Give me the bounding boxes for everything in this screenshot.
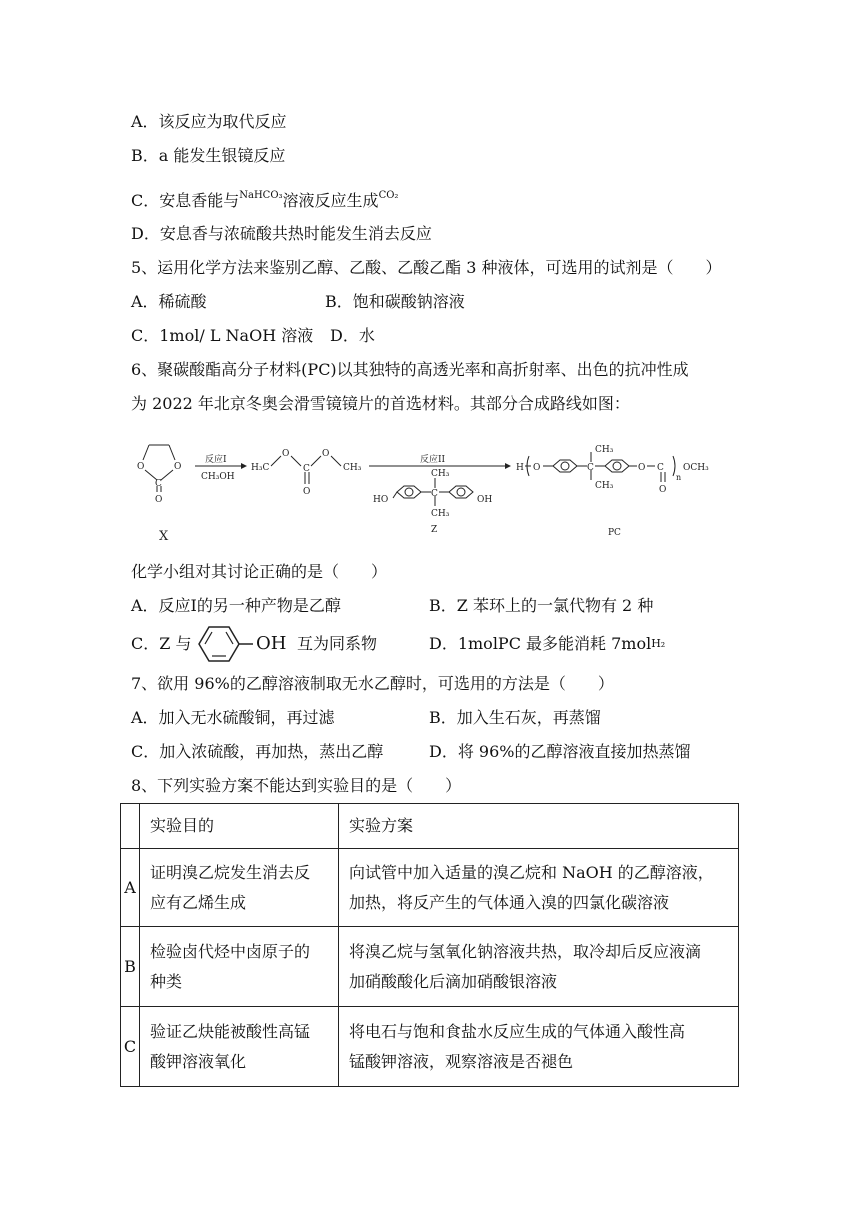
row-purpose <box>140 1007 339 1087</box>
option-5a: A．稀硫酸 <box>131 292 207 311</box>
row-label: B <box>121 927 140 1007</box>
table-row <box>121 849 739 927</box>
h2-formula: H₂ <box>651 637 666 650</box>
option-6b: B．Z 苯环上的一氯代物有 2 种 <box>429 596 654 615</box>
row-plan-line1: 向试管中加入适量的溴乙烷和 NaOH 的乙醇溶液， <box>349 862 714 882</box>
label-x: X <box>159 529 169 544</box>
synthesis-scheme <box>125 440 735 545</box>
question-6-line1: 6、聚碳酸酯高分子材料(PC)以其独特的高透光率和高折射率、出色的抗冲性成 <box>131 360 689 379</box>
compound-pc <box>525 452 675 482</box>
question-8: 8、下列实验方案不能达到实验目的是（ ） <box>131 776 462 795</box>
dmc-ch3: CH₃ <box>343 463 362 473</box>
z-ch3-top: CH₃ <box>431 469 450 479</box>
pc-c-carbonyl: C <box>657 463 664 473</box>
option-6a: A．反应Ⅰ的另一种产物是乙醇 <box>131 596 341 615</box>
option-6c <box>131 634 191 654</box>
question-7: 7、欲用 96%的乙醇溶液制取无水乙醇时，可选用的方法是（ ） <box>131 674 614 693</box>
row-purpose-line1: 验证乙炔能被酸性高锰 <box>150 1021 311 1041</box>
option-b4: B．a 能发生银镜反应 <box>131 146 286 165</box>
pc-o-carbonyl: O <box>659 485 667 495</box>
table-header-plan: 实验方案 <box>339 804 739 849</box>
dmc-o1: O <box>282 449 290 459</box>
arrow-2-head <box>505 463 511 469</box>
option-6c-pre: C．Z 与 <box>131 634 192 653</box>
question-5: 5、运用化学方法来鉴别乙醇、乙酸、乙酸乙酯 3 种液体，可选用的试剂是（ ） <box>131 258 722 277</box>
row-plan <box>339 849 739 927</box>
pc-h: H <box>516 463 524 473</box>
table-header-blank <box>121 804 140 849</box>
table-row <box>121 927 739 1007</box>
z-ho: HO <box>373 495 389 505</box>
label-pc: PC <box>608 528 621 538</box>
row-plan <box>339 1007 739 1087</box>
option-d4: D．安息香与浓硫酸共热时能发生消去反应 <box>131 224 432 243</box>
table-row <box>121 1007 739 1087</box>
co2-formula: CO₂ <box>378 190 399 201</box>
option-7b: B．加入生石灰，再蒸馏 <box>429 708 601 727</box>
z-c: C <box>431 489 438 499</box>
pc-o-right: O <box>638 463 646 473</box>
option-c4 <box>131 186 398 211</box>
row-plan <box>339 927 739 1007</box>
option-7c: C．加入浓硫酸，再加热，蒸出乙醇 <box>131 742 384 761</box>
row-plan-line1: 将电石与饱和食盐水反应生成的气体通入酸性高 <box>349 1021 686 1041</box>
z-oh: OH <box>477 495 493 505</box>
row-purpose-line1: 检验卤代烃中卤原子的 <box>150 941 311 961</box>
option-7a: A．加入无水硫酸铜，再过滤 <box>131 708 335 727</box>
dmc-h3c: H₃C <box>251 463 270 473</box>
experiment-table <box>120 803 739 1087</box>
option-6c-post: 互为同系物 <box>297 634 378 653</box>
x-c: C <box>155 479 162 489</box>
pc-och3: OCH₃ <box>683 463 709 473</box>
phenol-oh: OH <box>256 633 287 654</box>
row-plan-line2: 加热，将反产生的气体通入溴的四氯化碳溶液 <box>349 892 670 912</box>
option-6d-pre: D．1molPC 最多能消耗 7mol <box>429 634 652 653</box>
row-plan-line2: 加硝酸酸化后滴加硝酸银溶液 <box>349 971 558 991</box>
arrow-1-bottom: CH₃OH <box>201 472 235 482</box>
dmc-o2: O <box>322 449 330 459</box>
option-c4-mid: 溶液反应生成 <box>282 191 379 210</box>
option-7d: D．将 96%的乙醇溶液直接加热蒸馏 <box>429 742 691 761</box>
x-o-bottom: O <box>155 495 163 505</box>
table-header-purpose: 实验目的 <box>140 804 339 849</box>
phenol-ring-icon <box>195 624 255 664</box>
x-o-right: O <box>174 462 182 472</box>
option-5d: D．水 <box>330 326 375 345</box>
label-z: Z <box>431 525 438 535</box>
pc-ch3-top: CH₃ <box>595 445 614 455</box>
option-5c: C．1mol/ L NaOH 溶液 <box>131 326 314 345</box>
row-plan-line2: 锰酸钾溶液，观察溶液是否褪色 <box>349 1051 574 1071</box>
row-purpose-line1: 证明溴乙烷发生消去反 <box>150 862 311 882</box>
pc-n: n <box>676 473 682 482</box>
row-purpose <box>140 849 339 927</box>
z-ch3-bottom: CH₃ <box>431 509 450 519</box>
row-plan-line1: 将溴乙烷与氢氧化钠溶液共热，取冷却后反应液滴 <box>349 941 702 961</box>
row-purpose-line2: 酸钾溶液氧化 <box>150 1051 247 1071</box>
nahco3-formula: NaHCO₃ <box>239 190 283 201</box>
pc-o-left: O <box>533 463 541 473</box>
option-6d <box>429 634 665 654</box>
pc-c-center: C <box>587 463 594 473</box>
arrow-1-head <box>241 463 247 469</box>
x-o-left: O <box>137 462 145 472</box>
table-header-row <box>121 804 739 849</box>
arrow-2-top: 反应II <box>420 455 446 465</box>
row-purpose-line2: 应有乙烯生成 <box>150 892 247 912</box>
arrow-1-top: 反应I <box>205 455 227 465</box>
row-label: A <box>121 849 140 927</box>
option-a4: A．该反应为取代反应 <box>131 112 287 131</box>
dmc-c: C <box>303 464 310 474</box>
row-purpose <box>140 927 339 1007</box>
dmc-o3: O <box>303 487 311 497</box>
pc-ch3-bottom: CH₃ <box>595 481 614 491</box>
row-label: C <box>121 1007 140 1087</box>
question-6-ask: 化学小组对其讨论正确的是（ ） <box>131 562 388 581</box>
question-6-line2: 为 2022 年北京冬奥会滑雪镜镜片的首选材料。其部分合成路线如图： <box>131 394 630 413</box>
option-5b: B．饱和碳酸钠溶液 <box>325 292 465 311</box>
option-c4-pre: C．安息香能与 <box>131 191 240 210</box>
row-purpose-line2: 种类 <box>150 971 183 991</box>
